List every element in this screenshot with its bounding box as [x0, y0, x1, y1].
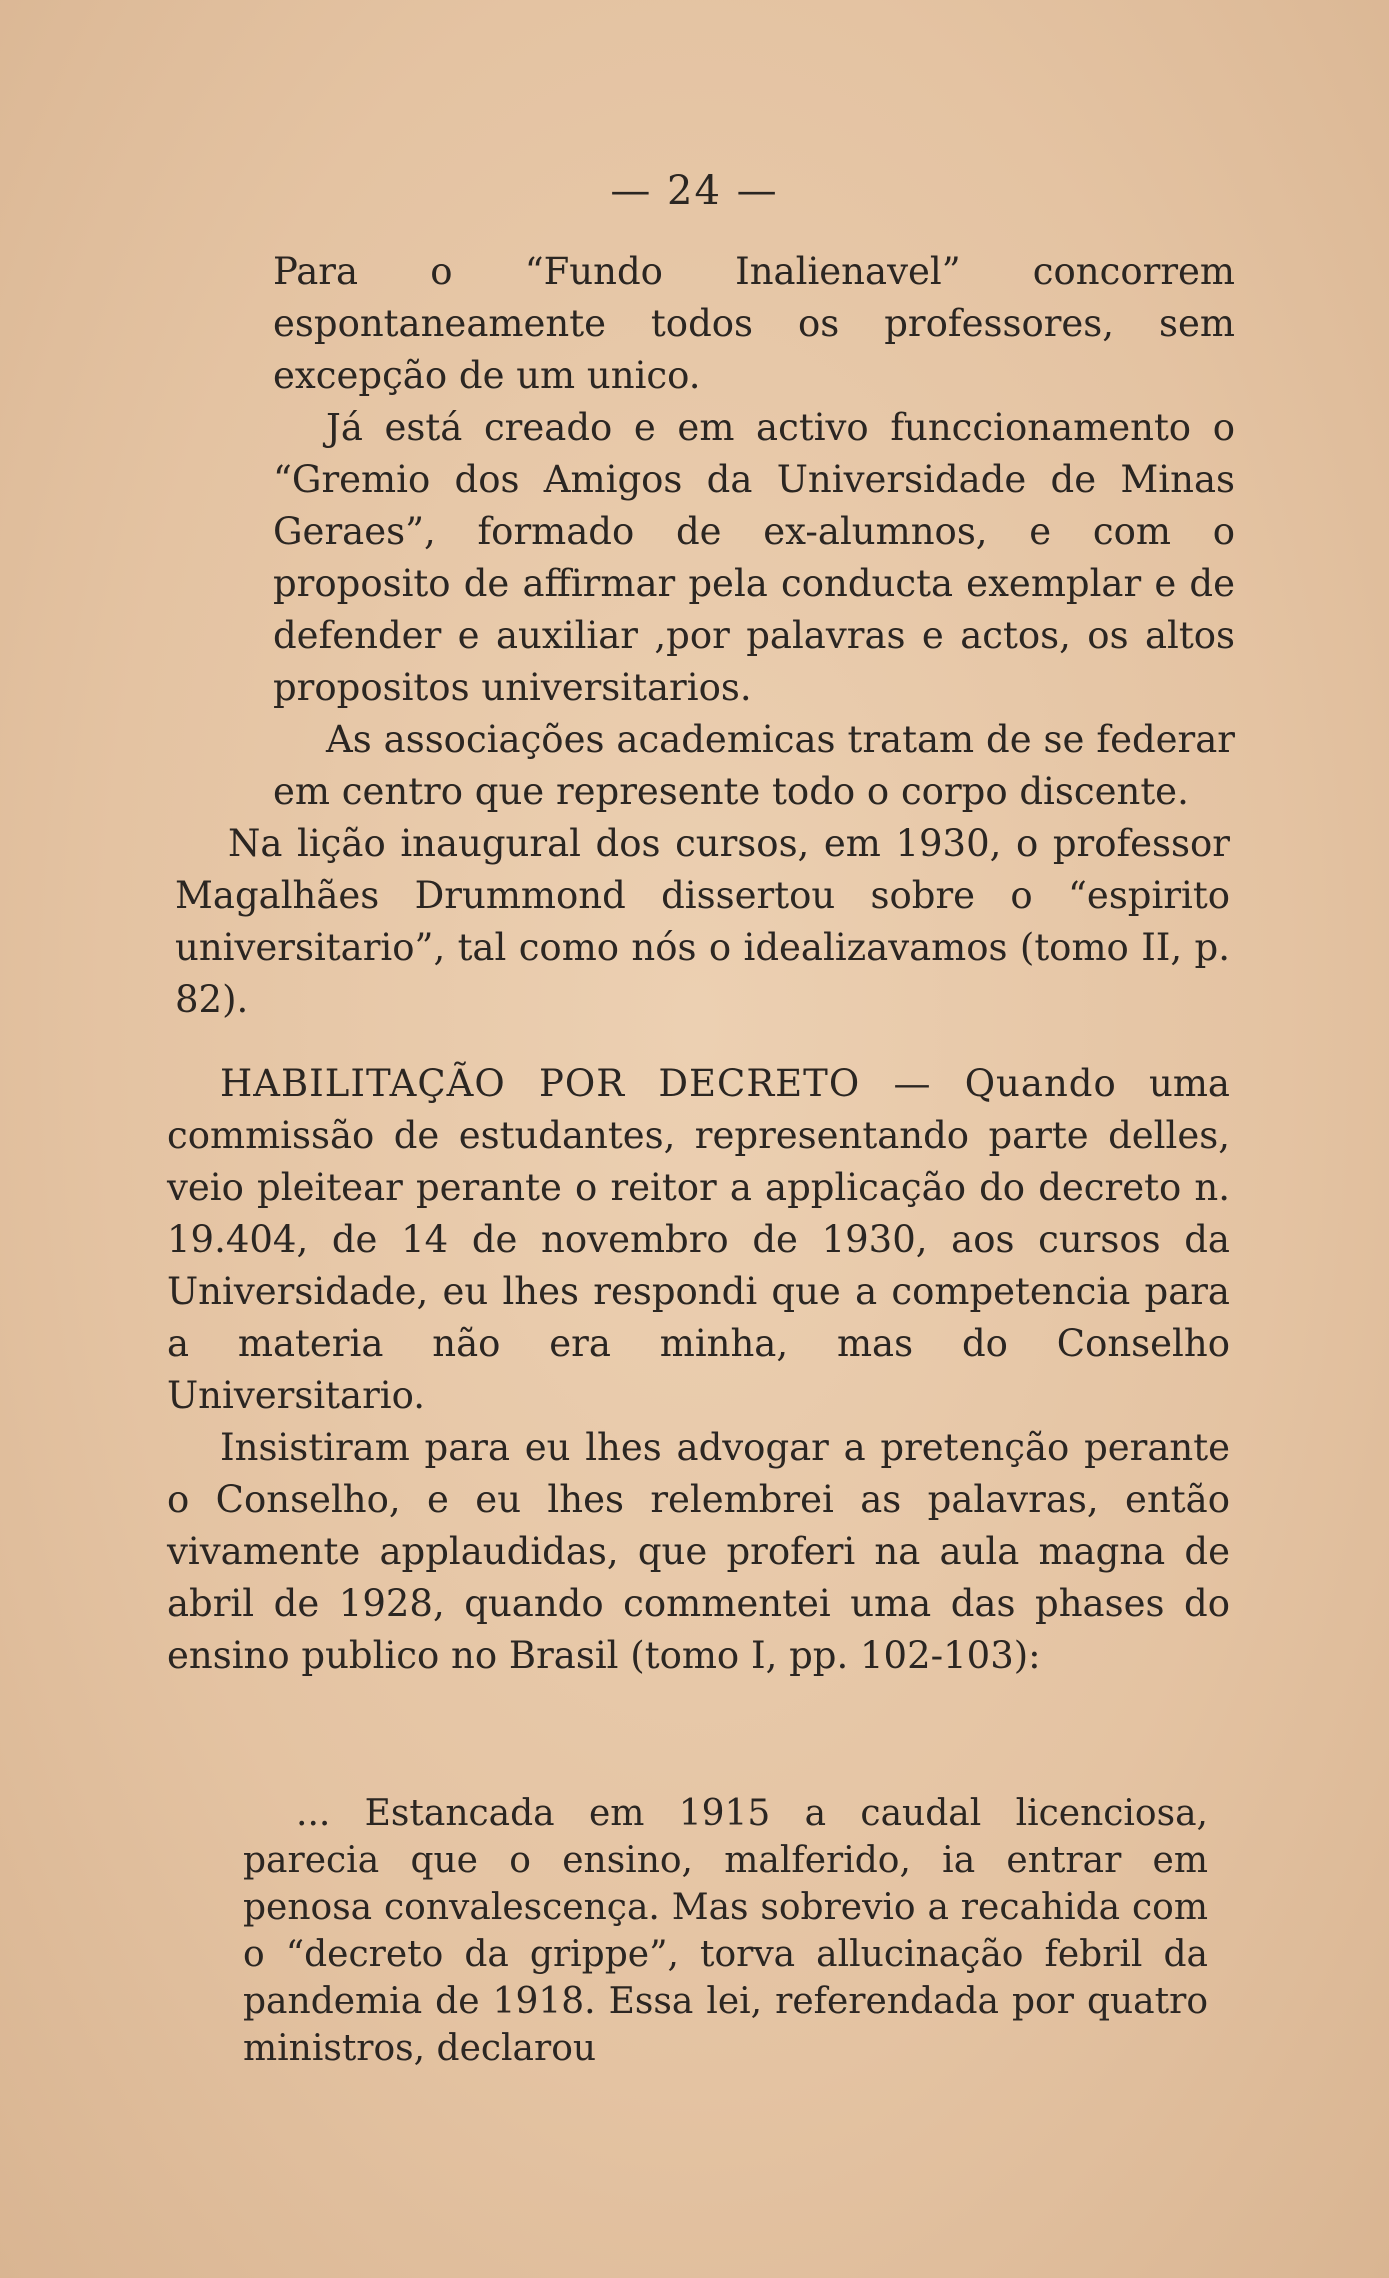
decree-section	[167, 1058, 1230, 1682]
paragraph-licao-inaugural: Na lição inaugural dos cursos, em 1930, o professor Magalhães Drummond dissertou sobre o “espirito universitario”, tal como nós o idealizavamos (tomo II, p. 82).	[175, 822, 1230, 1021]
paragraph-commissao: uma commissão de estudantes, representando parte delles, veio pleitear perante o reitor a applicação do decreto n. 19.404, de 14 de novembro de 1930, aos cursos da Universidade, eu lhes respondi que a competencia para a materia não era minha, mas do Conselho Universitario.	[167, 1062, 1230, 1417]
paragraph-associacoes: As associações academicas tratam de se federar em centro que represente todo o corpo discente.	[273, 718, 1235, 813]
page-number: — 24 —	[610, 168, 779, 214]
paragraph-insistiram: Insistiram para eu lhes advogar a pretenção perante o Conselho, e eu lhes relembrei as palavras, então vivamente applaudidas, que proferi na aula magna de abril de 1928, quando commentei uma das phases do ensino publico no Brasil (tomo I, pp. 102-103):	[167, 1426, 1230, 1677]
paragraph-quotation: ... Estancada em 1915 a caudal licenciosa, parecia que o ensino, malferido, ia entrar em penosa convalescença. Mas sobrevio a recahida com o “decreto da grippe”, torva allucinação febril da pandemia de 1918. Essa lei, referendada por quatro ministros, declarou	[243, 1793, 1208, 2069]
paragraph-gremio: Já está creado e em activo funccionamento o “Gremio dos Amigos da Universidade de Minas Geraes”, formado de ex-alumnos, e com o proposito de affirmar pela conducta exemplar e de defender e auxiliar ,por palavras e actos, os altos propositos universitarios.	[273, 406, 1235, 709]
lecture-paragraph-block	[175, 818, 1230, 1026]
section-heading: HABILITAÇÃO POR DECRETO — Quando	[220, 1062, 1117, 1105]
quotation-block	[243, 1790, 1208, 2072]
opening-paragraphs	[273, 246, 1235, 818]
paragraph-fundo-inalienavel: Para o “Fundo Inalienavel” concorrem espontaneamente todos os professores, sem excepção de um unico.	[273, 250, 1235, 397]
